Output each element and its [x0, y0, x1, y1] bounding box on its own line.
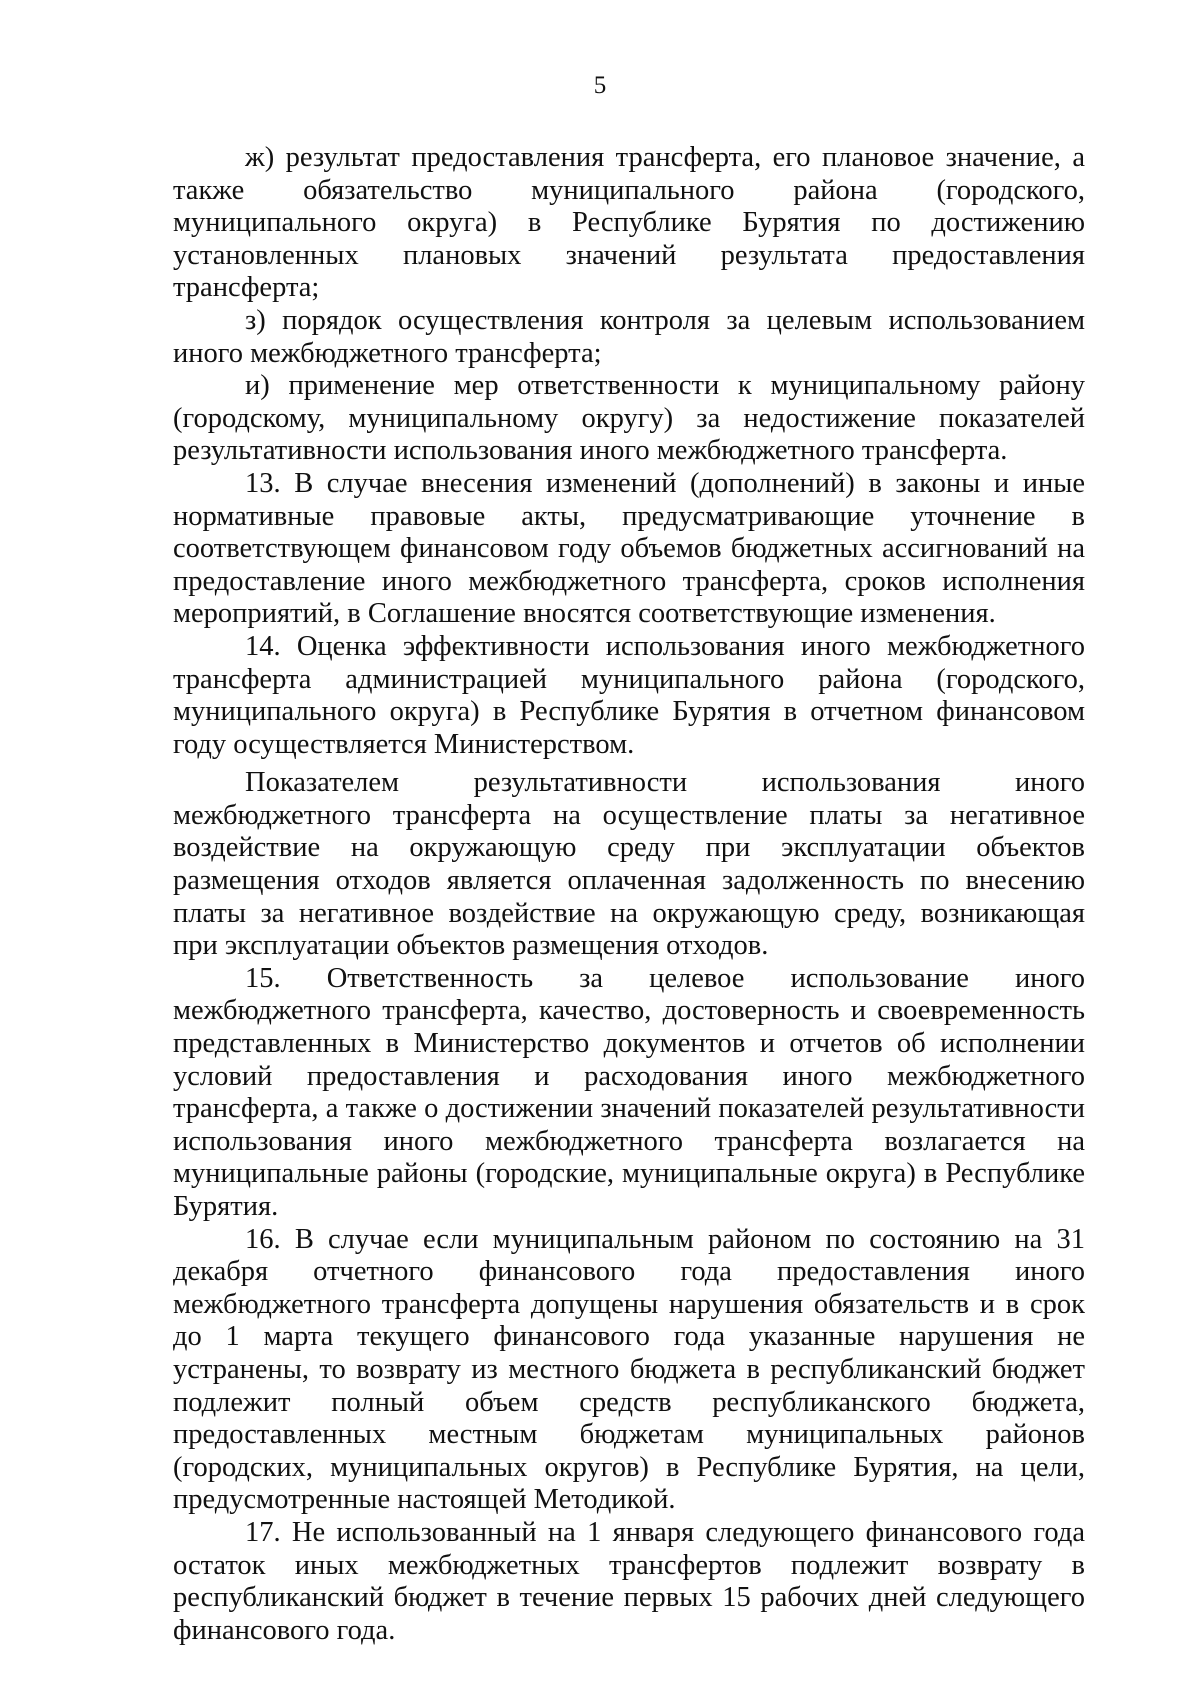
paragraph-zh: ж) результат предоставления трансферта, его плановое значение, а также обязательство муниципального района (городского, муниципального округа) в Республике Бурятия по достижению установленных плановых значений результата предоставления трансферта; — [173, 142, 1085, 304]
paragraph-15: 15. Ответственность за целевое использование иного межбюджетного трансферта, качество, достоверность и своевременность представленных в Министерство документов и отчетов об исполнении условий предоставления и расходования иного межбюджетного трансферта, а также о достижении значений показателей результативности использования иного межбюджетного трансферта возлагается на муниципальные районы (городские, муниципальные округа) в Республике Бурятия. — [173, 962, 1085, 1222]
document-body — [173, 142, 1085, 1647]
paragraph-14: 14. Оценка эффективности использования иного межбюджетного трансферта администрацией муниципального района (городского, муниципального округа) в Республике Бурятия в отчетном финансовом году осуществляется Министерством. — [173, 630, 1085, 760]
paragraph-16: 16. В случае если муниципальным районом по состоянию на 31 декабря отчетного финансового года предоставления иного межбюджетного трансферта допущены нарушения обязательств и в срок до 1 марта текущего финансового года указанные нарушения не устранены, то возврату из местного бюджета в республиканский бюджет подлежит полный объем средств республиканского бюджета, предоставленных местным бюджетам муниципальных районов (городских, муниципальных округов) в Республике Бурятия, на цели, предусмотренные настоящей Методикой. — [173, 1223, 1085, 1516]
paragraph-i: и) применение мер ответственности к муниципальному району (городскому, муниципальному округу) за недостижение показателей результативности использования иного межбюджетного трансферта. — [173, 370, 1085, 467]
paragraph-14-indicator: Показателем результативности использования иного межбюджетного трансферта на осуществление платы за негативное воздействие на окружающую среду при эксплуатации объектов размещения отходов является оплаченная задолженность по внесению платы за негативное воздействие на окружающую среду, возникающая при эксплуатации объектов размещения отходов. — [173, 767, 1085, 962]
paragraph-z: з) порядок осуществления контроля за целевым использованием иного межбюджетного трансферта; — [173, 304, 1085, 369]
paragraph-17: 17. Не использованный на 1 января следующего финансового года остаток иных межбюджетных трансфертов подлежит возврату в республиканский бюджет в течение первых 15 рабочих дней следующего финансового года. — [173, 1516, 1085, 1646]
page-number: 5 — [593, 72, 607, 99]
paragraph-13: 13. В случае внесения изменений (дополнений) в законы и иные нормативные правовые акты, предусматривающие уточнение в соответствующем финансовом году объемов бюджетных ассигнований на предоставление иного межбюджетного трансферта, сроков исполнения мероприятий, в Соглашение вносятся соответствующие изменения. — [173, 467, 1085, 630]
